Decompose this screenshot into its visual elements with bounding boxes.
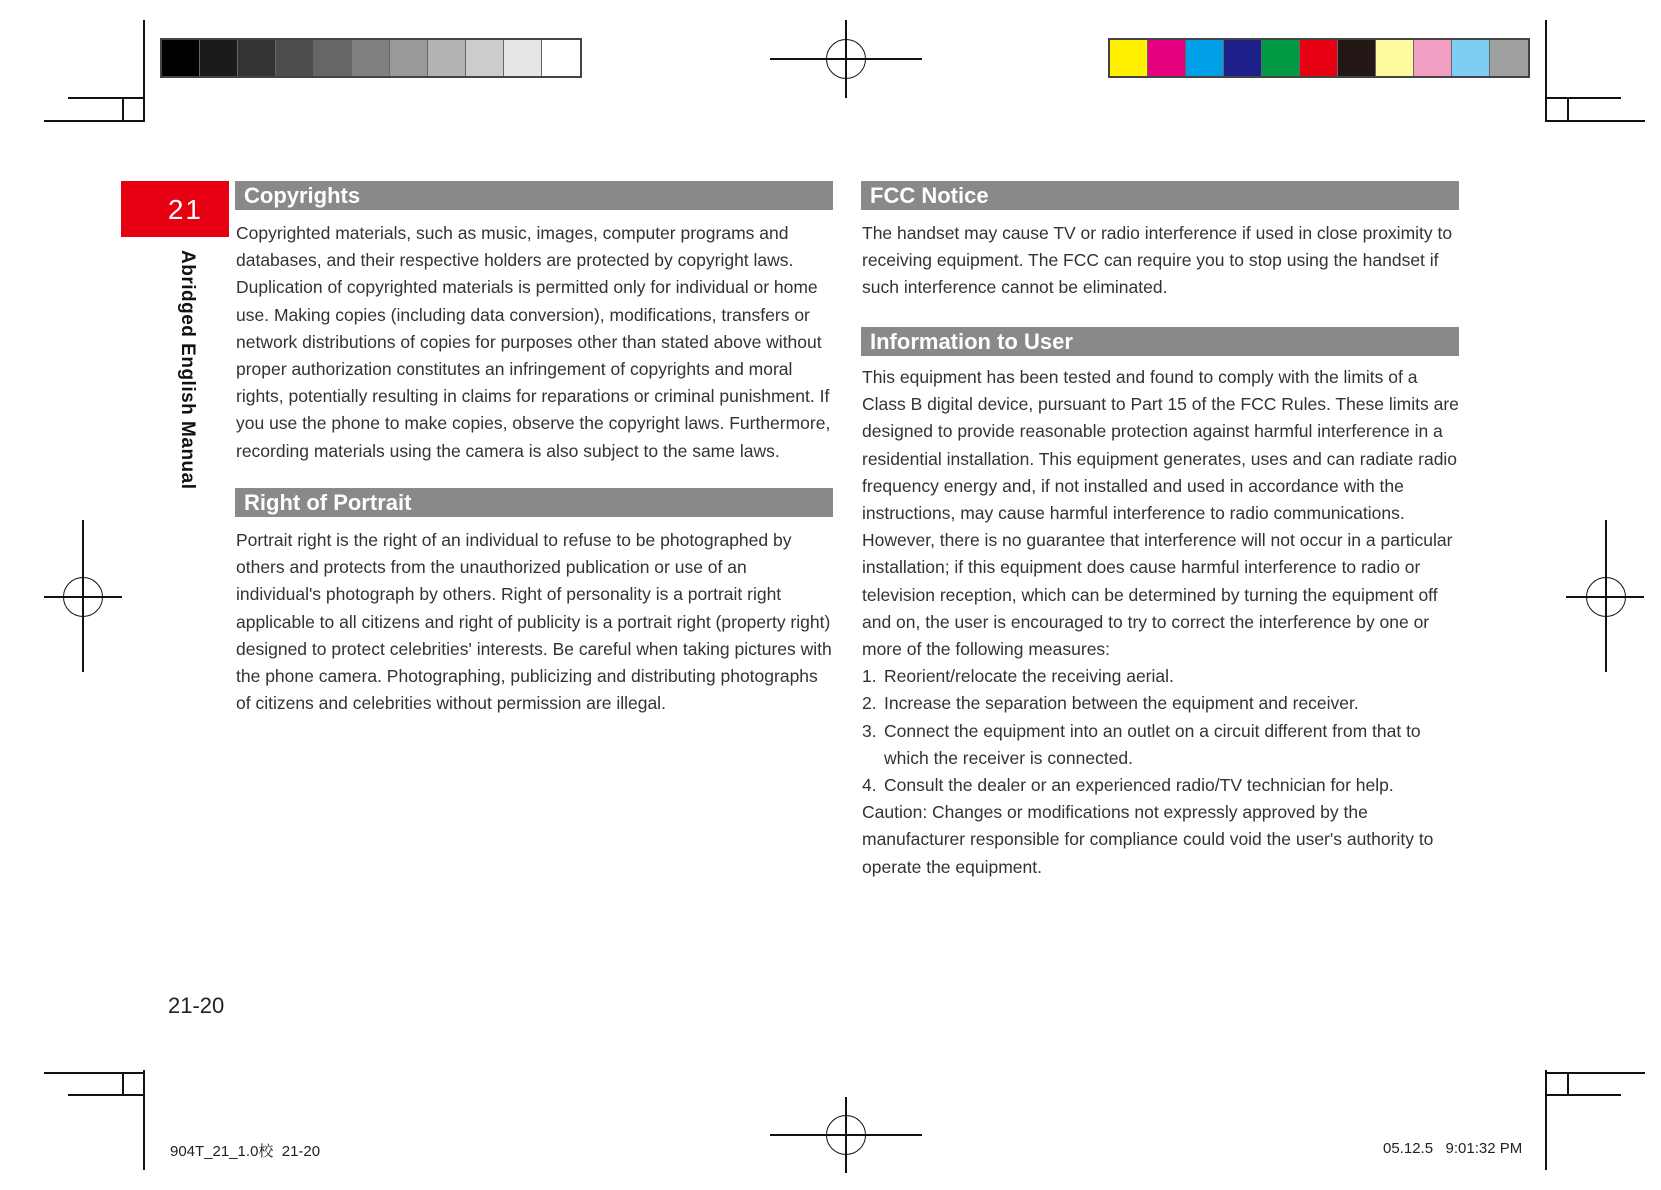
crop-mark <box>1545 97 1621 99</box>
registration-mark <box>1586 577 1626 617</box>
crop-mark <box>44 120 144 122</box>
color-swatch <box>1300 40 1338 76</box>
crop-mark <box>1567 98 1569 122</box>
color-swatch <box>390 40 428 76</box>
color-swatch <box>1414 40 1452 76</box>
crop-mark <box>68 97 144 99</box>
side-label: Abridged English Manual <box>177 250 198 490</box>
crop-mark <box>1545 120 1645 122</box>
portrait-body <box>236 527 836 717</box>
crop-mark <box>1545 1072 1645 1074</box>
color-swatch <box>1376 40 1414 76</box>
registration-mark <box>826 39 866 79</box>
page-number: 21-20 <box>168 993 225 1018</box>
paragraph: Portrait right is the right of an individual to refuse to be photographed by others and protects from the unauthorized publication or use of an individual's photograph by others. Right of personality is a portrait right applicable to all citizens and right of publicity is a portrait right (property right) designed to protect celebrities' interests. Be careful when taking pictures with the phone camera. Photographing, publicizing and distributing photographs of citizens and celebrities without permission are illegal. <box>236 530 832 714</box>
color-swatch <box>352 40 390 76</box>
measures-list <box>862 663 1462 799</box>
information-body <box>862 364 1462 881</box>
crop-mark <box>1545 20 1547 122</box>
section-heading-fcc: FCC Notice <box>861 181 1459 210</box>
crop-mark <box>143 20 145 122</box>
crop-mark <box>122 1072 124 1096</box>
crop-mark <box>1545 1070 1547 1170</box>
section-heading-portrait: Right of Portrait <box>235 488 833 517</box>
color-swatch <box>542 40 580 76</box>
crop-mark <box>68 1094 144 1096</box>
crop-mark <box>122 98 124 122</box>
fcc-body <box>862 220 1462 302</box>
section-heading-copyrights: Copyrights <box>235 181 833 210</box>
color-swatch <box>1452 40 1490 76</box>
crop-mark <box>1545 1094 1621 1096</box>
color-swatch <box>276 40 314 76</box>
copyrights-body <box>236 220 836 465</box>
color-swatch <box>1490 40 1528 76</box>
color-swatch <box>1148 40 1186 76</box>
list-item: 2. Increase the separation between the equipment and receiver. <box>862 693 1359 714</box>
list-item: 3. Connect the equipment into an outlet on a circuit different from that to which the receiver is connected. <box>862 720 1421 768</box>
crop-mark <box>44 1072 144 1074</box>
color-swatch <box>428 40 466 76</box>
paragraph: This equipment has been tested and found to comply with the limits of a Class B digital device, pursuant to Part 15 of the FCC Rules. These limits are designed to provide reasonable protection against harmful interference in a residential installation. This equipment generates, uses and can radiate radio frequency energy and, if not installed and used in accordance with the instructions, may cause harmful interference to radio communications. However, there is no guarantee that interference will not occur in a particular installation; if this equipment does cause harmful interference to radio or television reception, which can be determined by turning the equipment off and on, the user is encouraged to try to correct the interference by one or more of the following measures: <box>862 367 1459 660</box>
list-item: 1. Reorient/relocate the receiving aerial. <box>862 666 1174 687</box>
chapter-tab <box>121 181 229 237</box>
section-heading-information: Information to User <box>861 327 1459 356</box>
registration-mark <box>63 577 103 617</box>
caution-note: Caution: Changes or modifications not expressly approved by the manufacturer responsible for compliance could void the user's authority to operate the equipment. <box>862 802 1434 877</box>
cmyk-color-bar <box>1108 38 1530 78</box>
paragraph: The handset may cause TV or radio interference if used in close proximity to receiving equipment. The FCC can require you to stop using the handset if such interference cannot be eliminated. <box>862 223 1453 298</box>
registration-mark <box>826 1115 866 1155</box>
color-swatch <box>162 40 200 76</box>
list-item: 4. Consult the dealer or an experienced radio/TV technician for help. <box>862 775 1394 796</box>
color-swatch <box>238 40 276 76</box>
color-swatch <box>1186 40 1224 76</box>
paragraph: Copyrighted materials, such as music, images, computer programs and databases, and their respective holders are protected by copyright laws. Duplication of copyrighted materials is permitted only for individual or home use. Making copies (including data conversion), modifications, transfers or network distributions of copies for purposes other than stated above without proper authorization constitutes an infringement of copyrights and moral rights, potentially resulting in claims for reparations or criminal punishment. If you use the phone to make copies, observe the copyright laws. Furthermore, recording materials using the camera is also subject to the same laws. <box>236 223 831 461</box>
color-swatch <box>200 40 238 76</box>
grayscale-color-bar <box>160 38 582 78</box>
print-slug-left: 904T_21_1.0校 21-20 <box>170 1143 321 1160</box>
crop-mark <box>1567 1072 1569 1096</box>
print-slug-right: 05.12.5 9:01:32 PM <box>1383 1140 1523 1157</box>
chapter-number: 21 <box>167 194 203 225</box>
color-swatch <box>1224 40 1262 76</box>
color-swatch <box>1110 40 1148 76</box>
color-swatch <box>504 40 542 76</box>
color-swatch <box>314 40 352 76</box>
crop-mark <box>143 1070 145 1170</box>
color-swatch <box>466 40 504 76</box>
color-swatch <box>1338 40 1376 76</box>
color-swatch <box>1262 40 1300 76</box>
